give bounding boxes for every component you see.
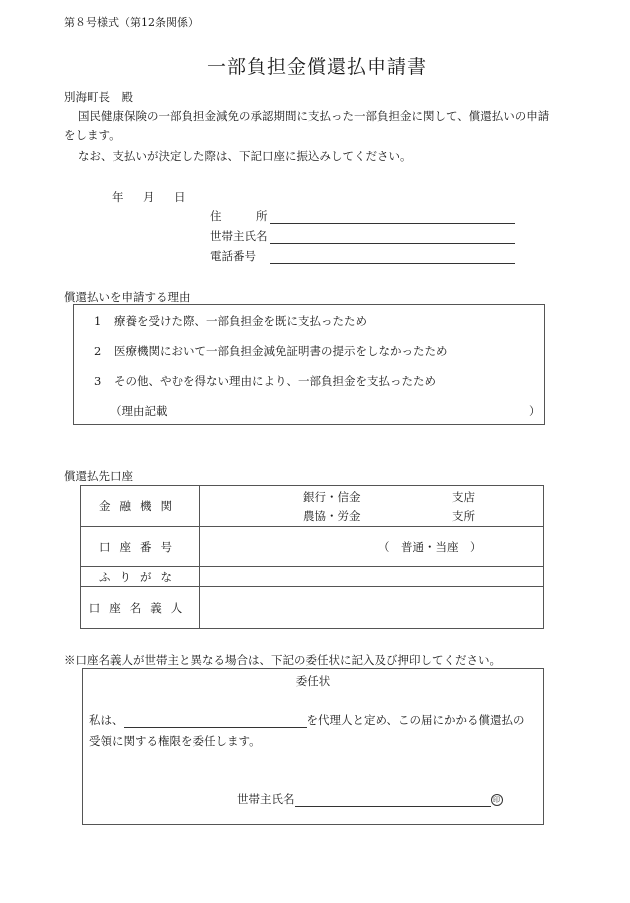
reason-item-1[interactable] — [94, 313, 367, 329]
form-number: 第８号様式（第12条関係） — [64, 16, 199, 29]
phone-field[interactable] — [270, 249, 515, 264]
reason-heading: 償還払いを申請する理由 — [64, 290, 191, 304]
account-table — [80, 485, 544, 629]
delegation-heading: 委任状 — [295, 674, 331, 688]
delegation-line-2: 受領に関する権限を委任します。 — [89, 734, 261, 748]
bank-label: 金融機関 — [99, 499, 181, 513]
reason-free-text-label[interactable]: （理由記載 — [110, 404, 168, 418]
intro-line-2: をします。 — [64, 128, 121, 142]
reason-text: 医療機関において一部負担金減免証明書の提示をしなかったため — [114, 344, 448, 358]
name-row — [210, 228, 515, 244]
phone-label: 電話番号 — [210, 249, 256, 263]
bank-label-cell — [81, 486, 200, 527]
page-title: 一部負担金償還払申請書 — [207, 56, 428, 78]
reason-text: その他、やむを得ない理由により、一部負担金を支払ったため — [114, 374, 436, 388]
intro-line-3: なお、支払いが決定した際は、下記口座に振込みしてください。 — [78, 149, 412, 163]
branch-1: 支店 — [452, 490, 475, 504]
account-no-label: 口座番号 — [99, 539, 181, 554]
bank-field[interactable] — [200, 486, 544, 527]
householder-name-field[interactable] — [270, 229, 515, 244]
proxy-name-field[interactable] — [124, 713, 307, 728]
holder-label-cell — [81, 587, 200, 629]
bank-type-2: 農協・労金 — [303, 509, 361, 523]
furigana-field[interactable] — [200, 567, 544, 587]
delegation-box — [82, 668, 544, 825]
addressee: 別海町長 殿 — [64, 90, 133, 104]
householder-name-label: 世帯主氏名 — [210, 229, 268, 243]
furigana-label-cell — [81, 567, 200, 587]
reason-num: 1 — [94, 314, 102, 328]
reason-num: 2 — [94, 344, 102, 358]
furigana-label: ふりがな — [99, 569, 181, 584]
reason-free-text-close: ） — [529, 404, 541, 418]
holder-label: 口座名義人 — [88, 600, 192, 615]
address-field[interactable] — [270, 209, 515, 224]
date-label: 年 月 日 — [112, 190, 190, 204]
delegation-signer-row — [237, 791, 503, 807]
signer-label: 世帯主氏名 — [237, 792, 295, 806]
account-no-label-cell — [81, 527, 200, 567]
delegation-suffix: を代理人と定め、この届にかかる償還払の — [306, 713, 525, 727]
account-no-field[interactable] — [200, 527, 544, 567]
reason-box — [73, 304, 545, 425]
account-type: （ 普通・当座 ） — [378, 540, 482, 554]
branch-2: 支所 — [452, 509, 475, 523]
delegation-line-1 — [89, 712, 525, 728]
intro-line-1: 国民健康保険の一部負担金減免の承認期間に支払った一部負担金に関して、償還払いの申請 — [78, 109, 550, 123]
reason-text: 療養を受けた際、一部負担金を既に支払ったため — [114, 314, 367, 328]
seal-icon: 印 — [491, 794, 503, 806]
account-heading: 償還払先口座 — [64, 469, 133, 483]
phone-row — [210, 248, 515, 264]
bank-type-1: 銀行・信金 — [303, 490, 361, 504]
note: ※口座名義人が世帯主と異なる場合は、下記の委任状に記入及び押印してください。 — [64, 653, 501, 667]
reason-num: 3 — [94, 374, 102, 388]
reason-item-2[interactable] — [94, 343, 448, 359]
signer-name-field[interactable] — [295, 792, 491, 807]
address-label: 住 所 — [210, 209, 268, 223]
reason-item-3[interactable] — [94, 373, 436, 389]
holder-field[interactable] — [200, 587, 544, 629]
address-row — [210, 208, 515, 224]
delegation-prefix: 私は、 — [89, 713, 124, 727]
